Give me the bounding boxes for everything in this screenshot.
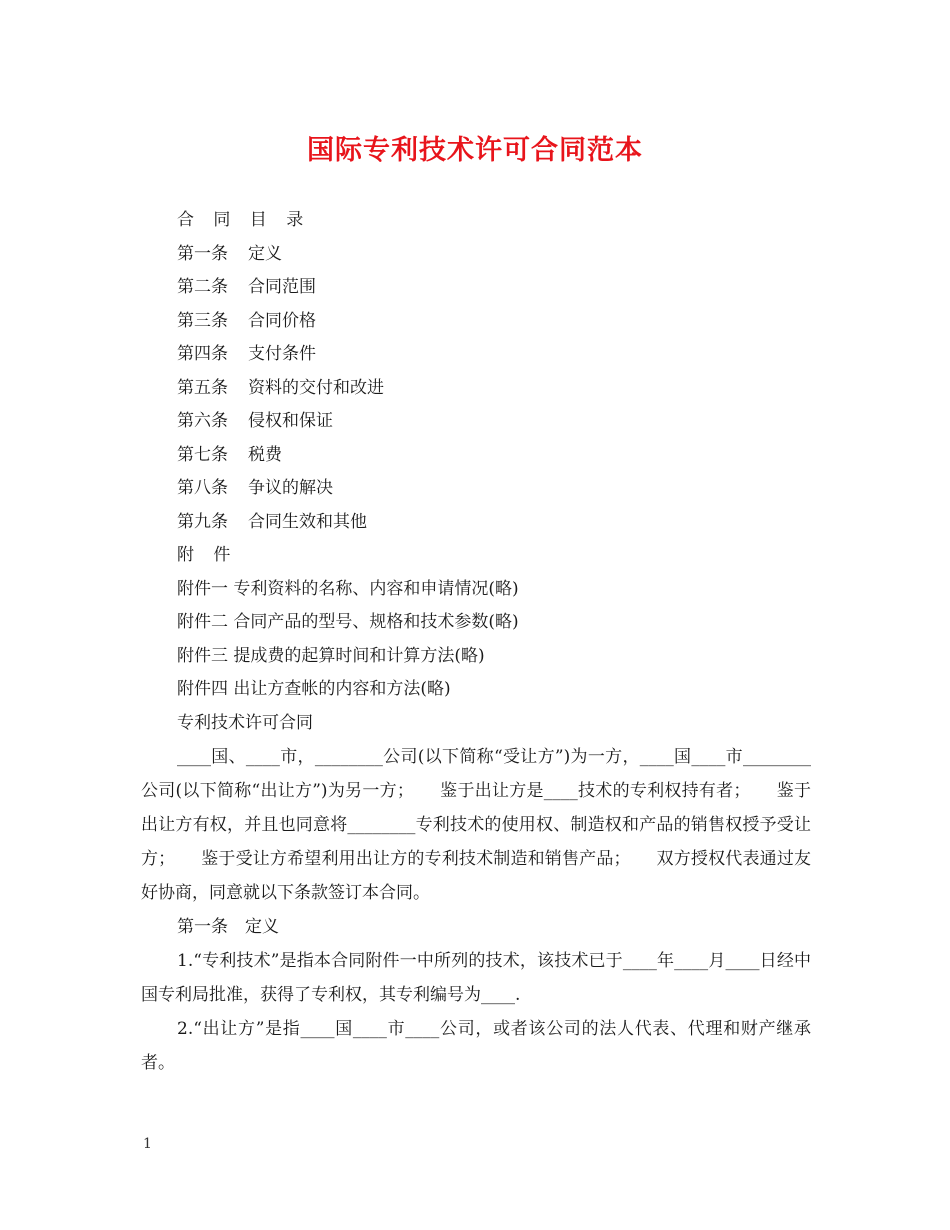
toc-item-number: 第五条	[177, 378, 228, 398]
toc-item	[177, 377, 384, 399]
toc-item-number: 第九条	[177, 512, 228, 532]
toc-item-name: 合同生效和其他	[248, 512, 367, 532]
appendix-item: 附件二 合同产品的型号、规格和技术参数(略)	[177, 612, 519, 632]
toc-item-number: 第七条	[177, 445, 228, 465]
document-title: 国际专利技术许可合同范本	[307, 135, 643, 166]
toc-item-name: 合同范围	[248, 277, 316, 297]
contract-title: 专利技术许可合同	[177, 713, 313, 733]
toc-item	[177, 511, 367, 533]
toc-item	[177, 343, 316, 365]
toc-item-name: 支付条件	[248, 344, 316, 364]
appendix-item: 附件四 出让方查帐的内容和方法(略)	[177, 679, 451, 699]
toc-item-number: 第六条	[177, 411, 228, 431]
toc-item-number: 第三条	[177, 311, 228, 331]
toc-item	[177, 276, 316, 298]
toc-item-name: 税费	[248, 445, 282, 465]
appendix-heading: 附 件	[177, 545, 238, 565]
toc-item-name: 资料的交付和改进	[248, 378, 384, 398]
toc-item	[177, 410, 333, 432]
toc-item-number: 第四条	[177, 344, 228, 364]
appendix-item: 附件三 提成费的起算时间和计算方法(略)	[177, 646, 485, 666]
section-heading: 第一条 定义	[177, 917, 279, 937]
toc-heading: 合 同 目 录	[177, 210, 311, 230]
preamble-paragraph: ____国、____市，________公司(以下简称“受让方”)为一方，____国____市________公司(以下简称“出让方”)为另一方； 鉴于出让方是____技术的专利权持有者； 鉴于出让方有权，并且也同意将________专利技术的使用权、制造权和产品的销售权授予受让方； 鉴于受让方希望利用出让方的专利技术制造和销售产品； 双方授权代表通过友好协商，同意就以下条款签订本合同。	[141, 747, 811, 903]
toc-item	[177, 477, 333, 499]
toc-item	[177, 243, 282, 265]
toc-item	[177, 310, 316, 332]
toc-item-number: 第八条	[177, 478, 228, 498]
clause-paragraph: 1.“专利技术”是指本合同附件一中所列的技术，该技术已于____年____月____日经中国专利局批准，获得了专利权，其专利编号为____.	[141, 951, 811, 1005]
toc-item-name: 定义	[248, 244, 282, 264]
toc-item-name: 合同价格	[248, 311, 316, 331]
toc-item-name: 争议的解决	[248, 478, 333, 498]
toc-item	[177, 444, 282, 466]
toc-item-name: 侵权和保证	[248, 411, 333, 431]
clause-paragraph: 2.“出让方”是指____国____市____公司，或者该公司的法人代表、代理和财产继承者。	[141, 1019, 811, 1073]
appendix-item: 附件一 专利资料的名称、内容和申请情况(略)	[177, 579, 519, 599]
page-number: 1	[143, 1136, 152, 1152]
contract-body	[141, 740, 811, 1080]
toc-item-number: 第一条	[177, 244, 228, 264]
toc-item-number: 第二条	[177, 277, 228, 297]
